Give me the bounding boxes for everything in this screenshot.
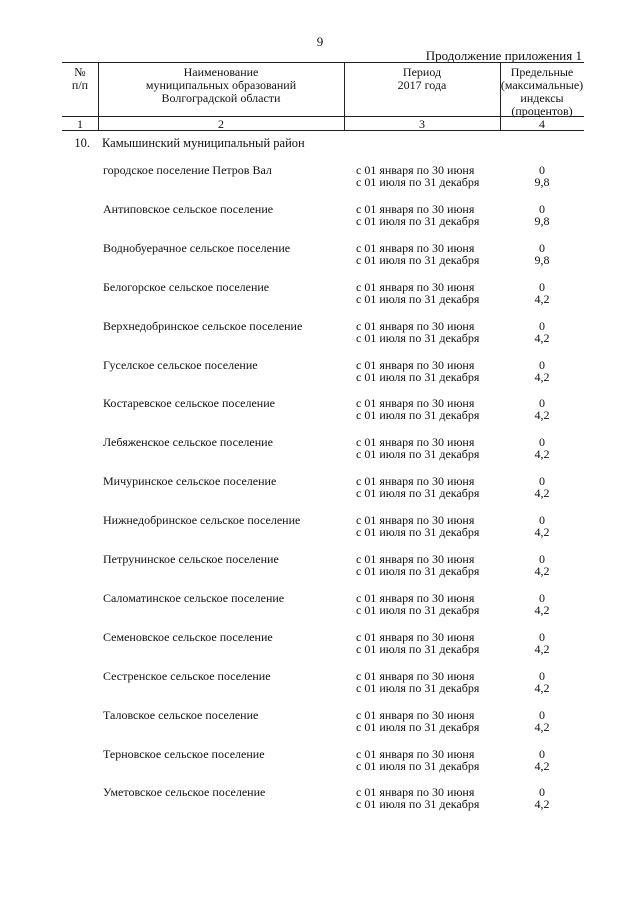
page-number: 9 <box>316 34 324 49</box>
settlement-name: Антиповское сельское поселение <box>103 201 274 216</box>
table-row <box>0 785 640 815</box>
period-first-half: с 01 января по 30 июня <box>356 396 475 411</box>
index-first-half: 0 <box>539 240 545 255</box>
period-first-half: с 01 января по 30 июня <box>356 240 475 255</box>
period-second-half: с 01 июля по 31 декабря <box>356 252 480 267</box>
index-first-half: 0 <box>539 318 545 333</box>
table-row <box>0 513 640 543</box>
period-first-half: с 01 января по 30 июня <box>356 163 475 177</box>
index-first-half: 0 <box>539 746 545 761</box>
table-row <box>0 435 640 465</box>
index-second-half: 4,2 <box>534 641 550 656</box>
table-row <box>0 396 640 426</box>
header-indices-line: (процентов) <box>511 104 573 118</box>
settlement-name: Верхнедобринское сельское поселение <box>103 318 303 333</box>
period-second-half: с 01 июля по 31 декабря <box>356 175 480 189</box>
period-second-half: с 01 июля по 31 декабря <box>356 525 480 540</box>
period-second-half: с 01 июля по 31 декабря <box>356 564 480 578</box>
index-first-half: 0 <box>539 513 545 528</box>
index-second-half: 4,2 <box>534 486 550 501</box>
header-name-line: Волгоградской области <box>161 91 281 105</box>
index-first-half: 0 <box>539 435 545 450</box>
index-second-half: 4,2 <box>534 719 550 734</box>
period-first-half: с 01 января по 30 июня <box>356 435 475 450</box>
column-number: 2 <box>218 117 224 131</box>
header-indices <box>500 66 584 118</box>
table-row <box>0 163 640 193</box>
period-first-half: с 01 января по 30 июня <box>356 629 475 644</box>
index-first-half: 0 <box>539 279 545 294</box>
index-second-half: 4,2 <box>534 564 550 578</box>
table-row <box>0 630 640 660</box>
index-first-half: 0 <box>539 668 545 683</box>
index-second-half: 4,2 <box>534 408 550 423</box>
district-row <box>62 136 305 151</box>
header-name-line: муниципальных образований <box>145 78 297 92</box>
table-row <box>0 474 640 504</box>
index-second-half: 9,8 <box>534 252 550 267</box>
settlement-name: Мичуринское сельское поселение <box>103 474 277 489</box>
index-second-half: 4,2 <box>534 680 550 695</box>
period-first-half: с 01 января по 30 июня <box>356 707 475 722</box>
district-number: 10. <box>74 136 90 150</box>
period-first-half: с 01 января по 30 июня <box>356 746 475 761</box>
period-first-half: с 01 января по 30 июня <box>356 201 475 216</box>
period-first-half: с 01 января по 30 июня <box>356 668 475 683</box>
period-second-half: с 01 июля по 31 декабря <box>356 797 480 812</box>
settlement-name: Лебяженское сельское поселение <box>103 435 273 450</box>
index-first-half: 0 <box>539 357 545 372</box>
header-period <box>344 66 500 92</box>
period-first-half: с 01 января по 30 июня <box>356 474 475 489</box>
settlement-name: Воднобуерачное сельское поселение <box>103 240 291 255</box>
table-row <box>0 241 640 271</box>
period-first-half: с 01 января по 30 июня <box>356 590 475 605</box>
index-second-half: 4,2 <box>534 291 550 306</box>
table-row <box>0 708 640 738</box>
settlement-name: Гуселское сельское поселение <box>103 357 258 372</box>
period-second-half: с 01 июля по 31 декабря <box>356 602 480 617</box>
index-first-half: 0 <box>539 707 545 722</box>
table-row <box>0 202 640 232</box>
table-row <box>0 591 640 621</box>
index-first-half: 0 <box>539 590 545 605</box>
period-first-half: с 01 января по 30 июня <box>356 279 475 294</box>
index-first-half: 0 <box>539 474 545 489</box>
column-number: 3 <box>419 117 425 131</box>
period-second-half: с 01 июля по 31 декабря <box>356 213 480 228</box>
index-second-half: 4,2 <box>534 525 550 540</box>
period-second-half: с 01 июля по 31 декабря <box>356 486 480 501</box>
settlement-name: Саломатинское сельское поселение <box>103 590 285 605</box>
header-period-line: Период <box>402 65 442 79</box>
period-first-half: с 01 января по 30 июня <box>356 357 475 372</box>
table-row <box>0 319 640 349</box>
index-first-half: 0 <box>539 201 545 216</box>
index-first-half: 0 <box>539 785 545 800</box>
column-number: 4 <box>539 117 545 131</box>
period-second-half: с 01 июля по 31 декабря <box>356 369 480 384</box>
header-number-line: № <box>74 65 86 79</box>
settlement-name: Петрунинское сельское поселение <box>103 552 279 566</box>
period-second-half: с 01 июля по 31 декабря <box>356 408 480 423</box>
period-second-half: с 01 июля по 31 декабря <box>356 291 480 306</box>
header-period-line: 2017 года <box>397 78 447 92</box>
period-first-half: с 01 января по 30 июня <box>356 513 475 528</box>
table-row <box>0 669 640 699</box>
settlement-name: Семеновское сельское поселение <box>103 629 273 644</box>
period-second-half: с 01 июля по 31 декабря <box>356 719 480 734</box>
period-second-half: с 01 июля по 31 декабря <box>356 758 480 773</box>
column-number: 1 <box>77 117 83 131</box>
settlement-name: Нижнедобринское сельское поселение <box>103 513 301 528</box>
table-row <box>0 358 640 388</box>
index-second-half: 9,8 <box>534 175 550 189</box>
header-number <box>62 66 98 92</box>
period-first-half: с 01 января по 30 июня <box>356 785 475 800</box>
settlement-name: Сестренское сельское поселение <box>103 668 271 683</box>
table-row <box>0 280 640 310</box>
period-second-half: с 01 июля по 31 декабря <box>356 330 480 345</box>
index-second-half: 4,2 <box>534 797 550 812</box>
index-second-half: 9,8 <box>534 213 550 228</box>
index-second-half: 4,2 <box>534 330 550 345</box>
settlement-name: Белогорское сельское поселение <box>103 279 270 294</box>
table-row <box>0 552 640 582</box>
header-number-line: п/п <box>71 78 89 92</box>
index-second-half: 4,2 <box>534 602 550 617</box>
header-name-line: Наименование <box>183 65 259 79</box>
settlement-name: городское поселение Петров Вал <box>103 163 272 177</box>
period-second-half: с 01 июля по 31 декабря <box>356 447 480 462</box>
index-first-half: 0 <box>539 552 545 566</box>
table-top-border <box>62 62 584 63</box>
index-first-half: 0 <box>539 163 545 177</box>
settlement-name: Уметовское сельское поселение <box>103 785 266 800</box>
index-second-half: 4,2 <box>534 369 550 384</box>
period-first-half: с 01 января по 30 июня <box>356 552 475 566</box>
header-indices-line: Предельные <box>510 65 574 79</box>
header-indices-line: индексы <box>520 91 564 105</box>
period-first-half: с 01 января по 30 июня <box>356 318 475 333</box>
index-second-half: 4,2 <box>534 447 550 462</box>
index-first-half: 0 <box>539 396 545 411</box>
index-first-half: 0 <box>539 629 545 644</box>
continuation-label: Продолжение приложения 1 <box>425 48 582 63</box>
settlement-name: Таловское сельское поселение <box>103 707 259 722</box>
index-second-half: 4,2 <box>534 758 550 773</box>
district-name: Камышинский муниципальный район <box>102 136 305 150</box>
table-row <box>0 747 640 777</box>
period-second-half: с 01 июля по 31 декабря <box>356 641 480 656</box>
period-second-half: с 01 июля по 31 декабря <box>356 680 480 695</box>
header-indices-line: (максимальные) <box>500 78 584 92</box>
header-name <box>98 66 344 105</box>
settlement-name: Костаревское сельское поселение <box>103 396 275 411</box>
settlement-name: Терновское сельское поселение <box>103 746 265 761</box>
